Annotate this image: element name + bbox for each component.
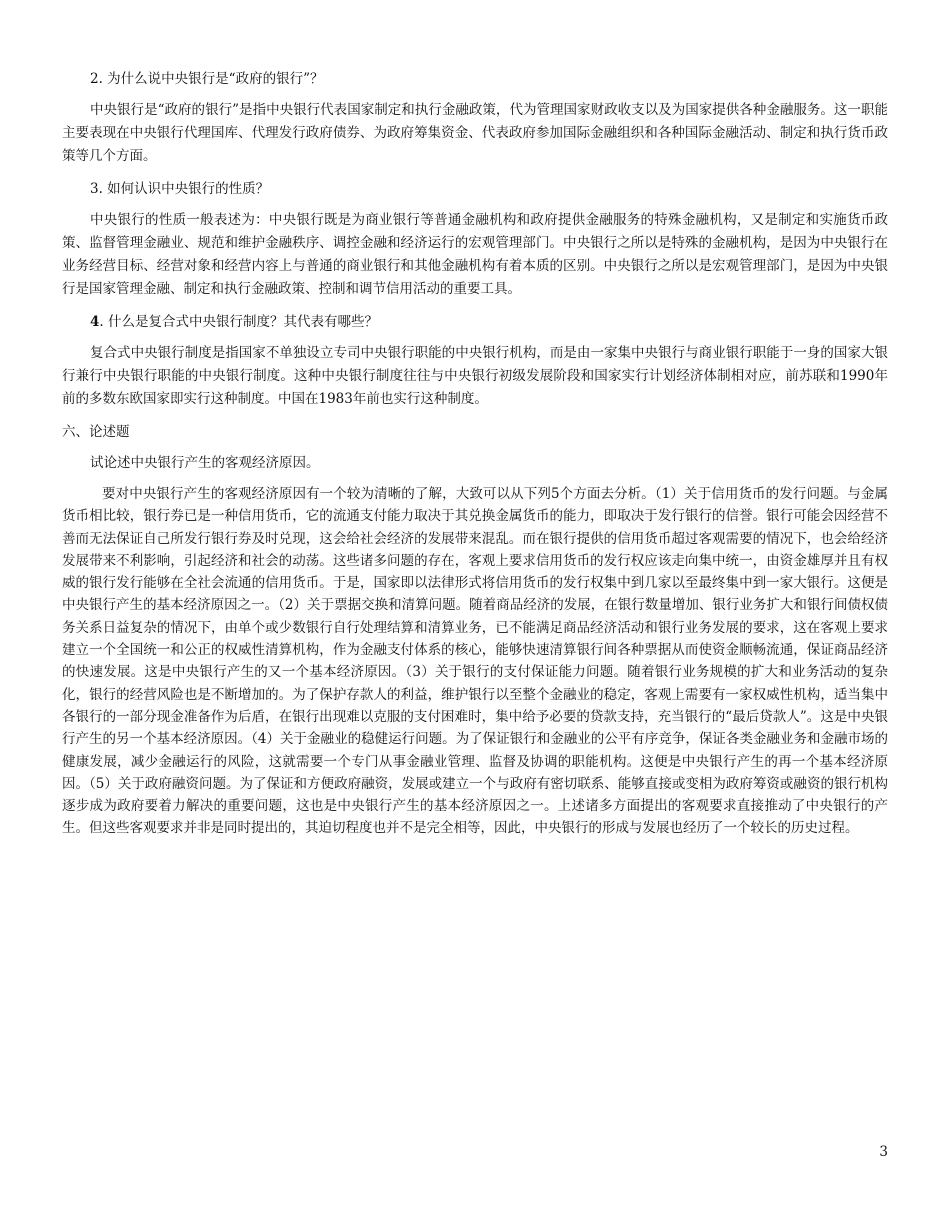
question-4-heading-text: . 什么是复合式中央银行制度？其代表有哪些？ — [99, 314, 378, 330]
question-2-answer: 中央银行是“政府的银行”是指中央银行代表国家制定和执行金融政策，代为管理国家财政收支以及为国家提供各种金融服务。这一职能主要表现在中央银行代理国库、代理发行政府债券、为政府筹集资金、代表政府参加国际金融组织和各种国际金融活动、制定和执行货币政策等几个方面。 — [62, 102, 888, 164]
question-4-heading — [90, 311, 888, 334]
question-3-answer: 中央银行的性质一般表述为：中央银行既是为商业银行等普通金融机构和政府提供金融服务的特殊金融机构，又是制定和实施货币政策、监督管理金融业、规范和维护金融秩序、调控金融和经济运行的宏观管理部门。中央银行之所以是特殊的金融机构，是因为中央银行在业务经营目标、经营对象和经营内容上与普通的商业银行和其他金融机构有着本质的区别。中央银行之所以是宏观管理部门，是因为中央银行是国家管理金融、制定和执行金融政策、控制和调节信用活动的重要工具。 — [62, 212, 888, 297]
question-2-heading: 2. 为什么说中央银行是“政府的银行”？ — [90, 71, 324, 87]
page-number: 3 — [879, 1144, 888, 1160]
question-3-heading: 3. 如何认识中央银行的性质？ — [90, 181, 270, 197]
page-content — [62, 68, 888, 840]
question-4-number: 4 — [90, 314, 100, 330]
essay-answer: 要对中央银行产生的客观经济原因有一个较为清晰的了解，大致可以从下列5个方面去分析。（1）关于信用货币的发行问题。与金属货币相比较，银行券已是一种信用货币，它的流通支付能力取决于其兑换金属货币的能力，即取决于发行银行的信誉。银行可能会因经营不善而无法保证自己所发行银行券及时兑现，这会给社会经济的发展带来混乱。而在银行提供的信用货币超过客观需要的情况下，也会给经济发展带来不利影响，引起经济和社会的动荡。这些诸多问题的存在，客观上要求信用货币的发行权应该走向集中统一，由资金雄厚并且有权威的银行发行能够在全社会流通的信用货币。于是，国家即以法律形式将信用货币的发行权集中到几家以至最终集中到一家大银行。这便是中央银行产生的基本经济原因之一。（2）关于票据交换和清算问题。随着商品经济的发展，在银行数量增加、银行业务扩大和银行间债权债务关系日益复杂的情况下，由单个或少数银行自行处理结算和清算业务，已不能满足商品经济活动和银行业务发展的要求，这在客观上要求建立一个全国统一和公正的权威性清算机构，作为金融支付体系的核心，能够快速清算银行间各种票据从而使资金顺畅流通，保证商品经济的快速发展。这是中央银行产生的又一个基本经济原因。（3）关于银行的支付保证能力问题。随着银行业务规模的扩大和业务活动的复杂化，银行的经营风险也是不断增加的。为了保护存款人的利益，维护银行以至整个金融业的稳定，客观上需要有一家权威性机构，适当集中各银行的一部分现金准备作为后盾，在银行出现难以克服的支付困难时，集中给予必要的贷款支持，充当银行的“最后贷款人”。这是中央银行产生的另一个基本经济原因。（4）关于金融业的稳健运行问题。为了保证银行和金融业的公平有序竞争，保证各类金融业务和金融市场的健康发展，减少金融运行的风险，这就需要一个专门从事金融业管理、监督及协调的职能机构。这便是中央银行产生的再一个基本经济原因。（5）关于政府融资问题。为了保证和方便政府融资，发展或建立一个与政府有密切联系、能够直接或变相为政府筹资或融资的银行机构逐步成为政府要着力解决的重要问题，这也是中央银行产生的基本经济原因之一。上述诸多方面提出的客观要求直接推动了中央银行的产生。但这些客观要求并非是同时提出的，其迫切程度也并不是完全相等，因此，中央银行的形成与发展也经历了一个较长的历史过程。 — [62, 486, 888, 837]
section-6-title: 六、论述题 — [62, 424, 130, 440]
question-4-answer: 复合式中央银行制度是指国家不单独设立专司中央银行职能的中央银行机构，而是由一家集中央银行与商业银行职能于一身的国家大银行兼行中央银行职能的中央银行制度。这种中央银行制度往往与中央银行初级发展阶段和国家实行计划经济体制相对应，前苏联和1990年前的多数东欧国家即实行这种制度。中国在1983年前也实行这种制度。 — [62, 345, 888, 407]
essay-question: 试论述中央银行产生的客观经济原因。 — [90, 455, 320, 471]
